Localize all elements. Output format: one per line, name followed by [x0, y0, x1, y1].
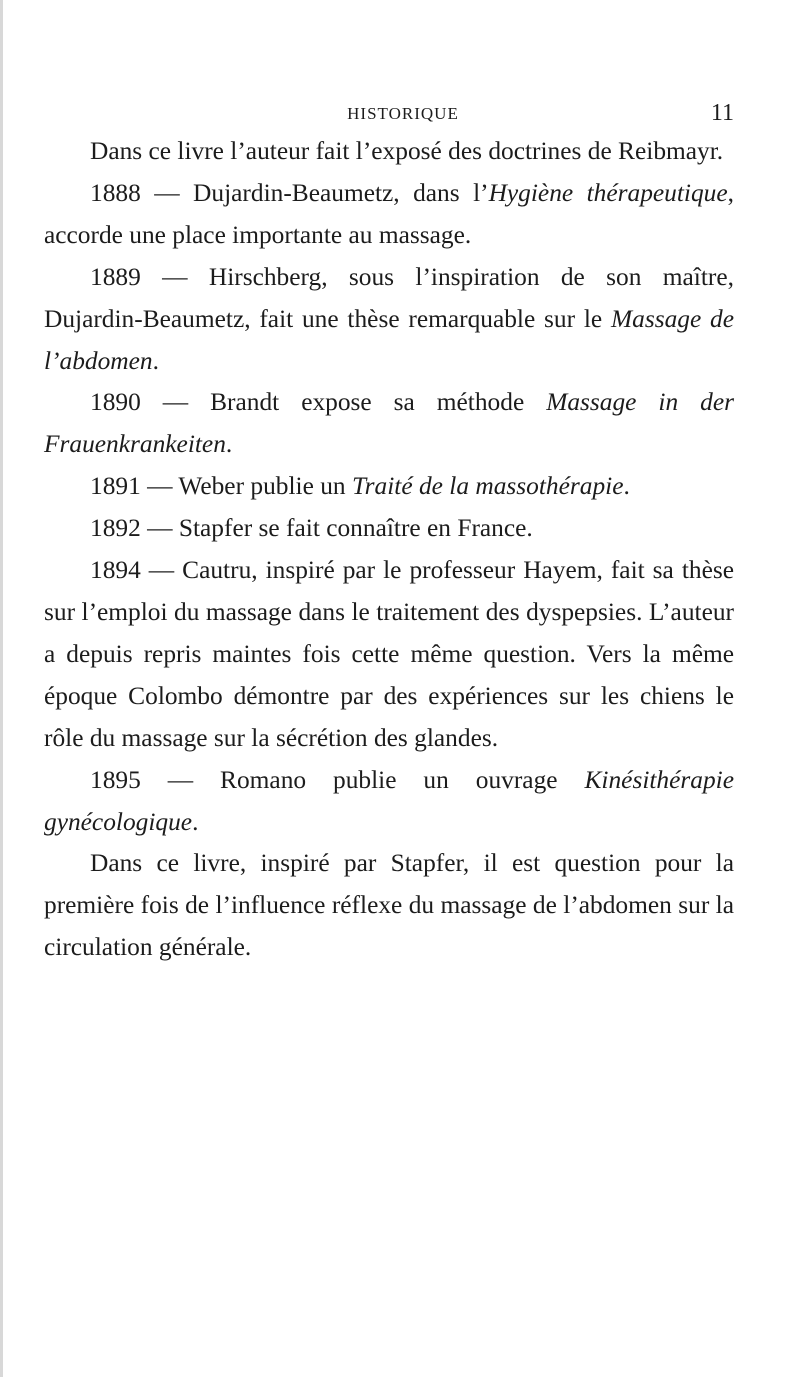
paragraph-text: , accorde une place importante au massage.	[44, 178, 734, 249]
paragraph	[44, 760, 734, 844]
page-edge	[0, 0, 3, 1377]
paragraph-text: .	[623, 472, 630, 501]
paragraph	[44, 131, 734, 173]
paragraph-text: Dans ce livre, inspiré par Stapfer, il est question pour la première fois de l’influence réflexe du massage de l’abdomen sur la circulation générale.	[44, 849, 734, 962]
page-number: 11	[710, 100, 734, 126]
book-title: Traité de la massothérapie	[351, 472, 624, 501]
paragraph	[44, 173, 734, 257]
paragraph-text: 1890 — Brandt expose sa méthode	[90, 388, 547, 417]
book-title: Kinésithérapie gynécologique	[44, 765, 734, 836]
paragraph-text: 1888 — Dujardin-Beaumetz, dans l’	[90, 178, 489, 207]
paragraph	[44, 466, 734, 508]
book-title: Hygiène thérapeutique	[488, 178, 728, 207]
paragraph	[44, 843, 734, 969]
paragraph-text: 1891 — Weber publie un	[90, 472, 352, 501]
paragraph	[44, 257, 734, 383]
paragraph-text: Dans ce livre l’auteur fait l’exposé des doctrines de Reibmayr.	[90, 137, 724, 165]
paragraph-text: 1892 — Stapfer se fait connaître en France.	[90, 514, 533, 543]
paragraph-text: 1894 — Cautru, inspiré par le professeur Hayem, fait sa thèse sur l’emploi du massage dans le traitement des dyspepsies. L’auteur a depuis repris maintes fois cette même question. Vers la même époque Colombo démontre par des expériences sur les chiens le rôle du massage sur la sécrétion des glandes.	[44, 556, 734, 752]
book-title: Massage de l’abdomen	[44, 304, 734, 375]
paragraph	[44, 508, 734, 550]
paragraph	[44, 382, 734, 466]
running-title: HISTORIQUE	[347, 104, 459, 123]
paragraph-text: .	[152, 346, 159, 375]
paragraph-text: .	[225, 430, 233, 459]
body-text	[44, 131, 734, 969]
paragraph-text: 1889 — Hirschberg, sous l’inspiration de son maître, Dujardin-Beaumetz, fait une thèse remarquable sur le	[44, 262, 734, 333]
running-head	[72, 100, 734, 128]
paragraph-text: 1895 — Romano publie un ouvrage	[90, 765, 585, 794]
book-title: Massage in der Frauenkrankeiten	[44, 388, 734, 459]
paragraph	[44, 550, 734, 760]
paragraph-text: .	[192, 807, 199, 836]
